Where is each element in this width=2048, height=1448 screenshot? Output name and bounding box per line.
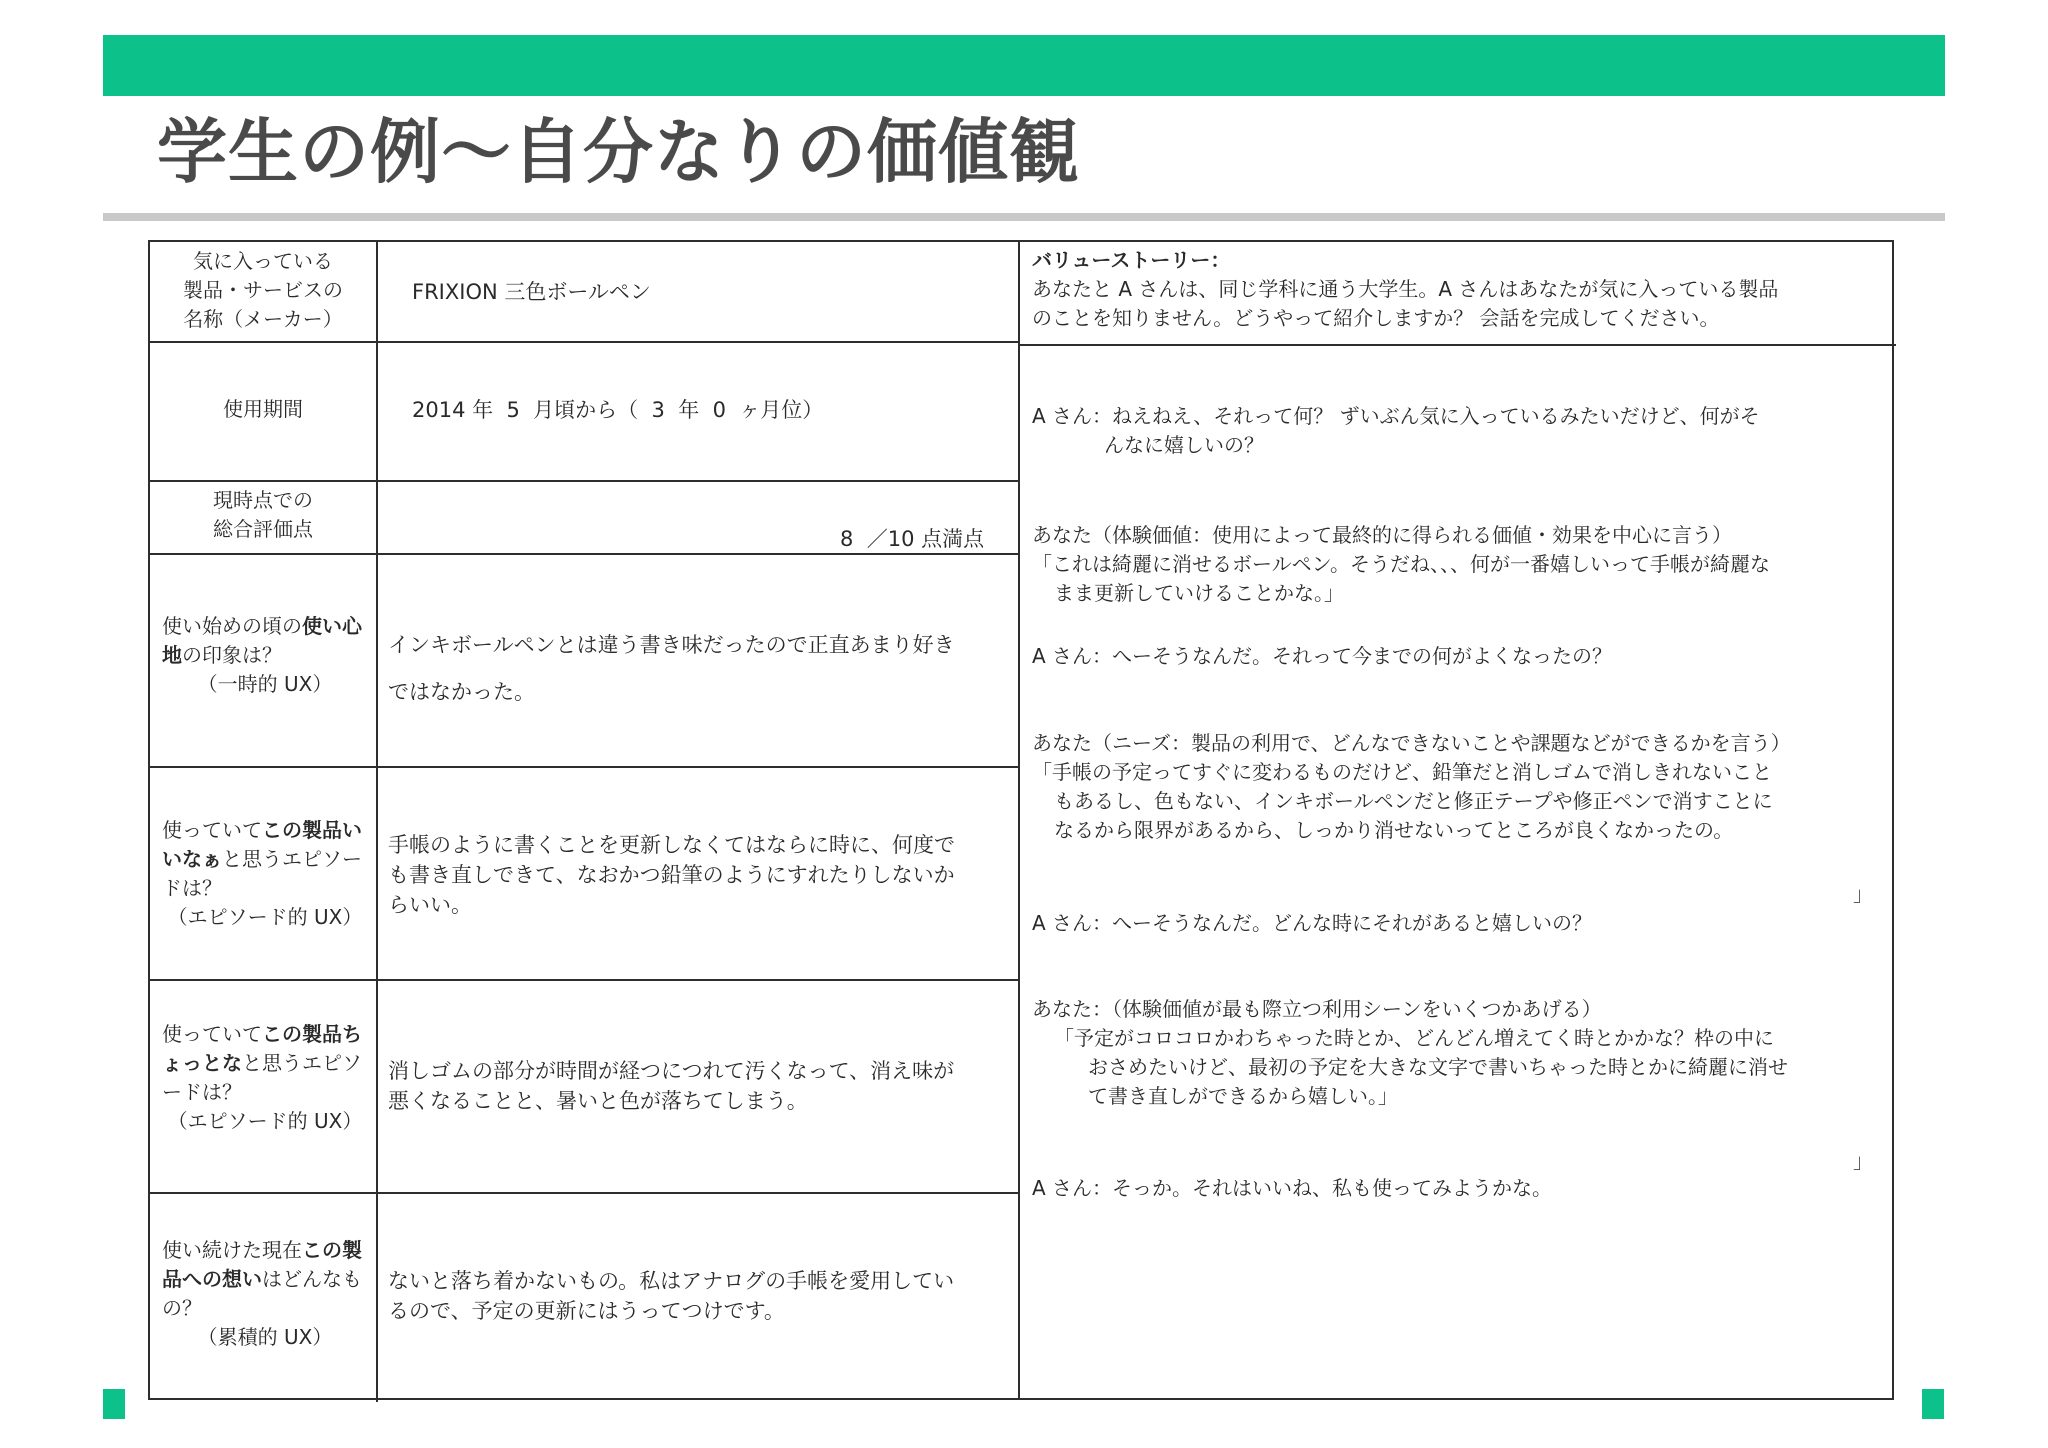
dialogue-a-question-3: A さん：へーそうなんだ。どんな時にそれがあると嬉しいの？ xyxy=(1032,911,1593,935)
current-feeling-value: ないと落ち着かないもの。私はアナログの手帳を愛用してい るので、予定の更新にはうってつけです。 xyxy=(388,1269,955,1323)
overall-score-value: 8 ／10 点満点 xyxy=(840,527,985,551)
product-name-label: 気に入っている 製品・サービスの 名称（メーカー） xyxy=(183,249,343,331)
dialogue-a-response-4: A さん：そっか。それはいいね、私も使ってみようかな。 xyxy=(1032,1176,1553,1200)
dialogue-you-answer-2: あなた（ニーズ：製品の利用で、どんなできないことや課題などができるかを言う） 「手帳の予定ってすぐに変わるものだけど、鉛筆だと消しゴムで消しきれないこと もあるし、色もない、インキボールペンだと修正テープや修正ペンで消すことに なるから限界があるから、しっかり消せないってところが良くなかったの。 xyxy=(1032,731,1791,842)
header-accent-bar xyxy=(103,35,1945,96)
footer-accent-right xyxy=(1922,1389,1944,1419)
value-story-header: バリューストーリー： あなたと A さんは、同じ学科に通う大学生。A さんはあなたが気に入っている製品 のことを知りません。どうやって紹介しますか？ 会話を完成してください。 xyxy=(1032,248,1779,330)
first-impression-value: インキボールペンとは違う書き味だったので正直あまり好き ではなかった。 xyxy=(388,633,955,704)
first-impression-label: 使い始めの頃の使い心地の印象は？ （一時的 UX） xyxy=(162,614,362,696)
row-divider xyxy=(150,979,1020,981)
footer-accent-left xyxy=(103,1389,125,1419)
row-divider xyxy=(150,341,1020,343)
negative-episode-value: 消しゴムの部分が時間が経つにつれて汚くなって、消え味が 悪くなることと、暑いと色が落ちてしまう。 xyxy=(388,1059,955,1113)
story-header-divider xyxy=(1018,344,1896,346)
dialogue-a-question-2: A さん：へーそうなんだ。それって今までの何がよくなったの？ xyxy=(1032,644,1613,668)
positive-episode-value: 手帳のように書くことを更新しなくてはならに時に、何度で も書き直しできて、なおかつ鉛筆のようにすれたりしないか らいい。 xyxy=(388,833,955,917)
title-divider xyxy=(103,213,1945,221)
row-divider xyxy=(150,766,1020,768)
closing-bracket: 」 xyxy=(1853,882,1873,906)
row-divider xyxy=(150,480,1020,482)
dialogue-a-question-1: A さん：ねえねえ、それって何？ ずいぶん気に入っているみたいだけど、何がそ んなに嬉しいの？ xyxy=(1032,404,1760,457)
label-column-divider xyxy=(376,242,378,1402)
overall-score-label: 現時点での 総合評価点 xyxy=(213,488,313,541)
worksheet xyxy=(148,240,1894,1400)
product-name-value: FRIXION 三色ボールペン xyxy=(412,280,651,304)
slide-title: 学生の例〜自分なりの価値観 xyxy=(157,111,1080,193)
current-feeling-label: 使い続けた現在この製品への想いはどんなもの？ （累積的 UX） xyxy=(162,1238,362,1349)
closing-bracket: 」 xyxy=(1853,1149,1873,1173)
column-divider xyxy=(1018,242,1020,1398)
negative-episode-label: 使っていてこの製品ちょっとなと思うエピソードは？ （エピソード的 UX） xyxy=(162,1022,363,1133)
dialogue-you-answer-3: あなた：（体験価値が最も際立つ利用シーンをいくつかあげる） 「予定がコロコロかわちゃった時とか、どんどん増えてく時とかかな？枠の中に おさめたいけど、最初の予定を大きな文字で書いちゃった時とかに綺麗に消せ て書き直しができるから嬉しい。」 xyxy=(1032,997,1788,1108)
positive-episode-label: 使っていてこの製品いいなぁと思うエピソードは？ （エピソード的 UX） xyxy=(162,818,363,929)
usage-period-label: 使用期間 xyxy=(223,397,303,421)
row-divider xyxy=(150,1192,1020,1194)
dialogue-you-answer-1: あなた（体験価値：使用によって最終的に得られる価値・効果を中心に言う） 「これは綺麗に消せるボールペン。そうだね、、、何が一番嬉しいって手帳が綺麗な まま更新していけることかな。」 xyxy=(1032,523,1770,605)
usage-period-value: 2014 年 5 月頃から（ 3 年 0 ヶ月位） xyxy=(412,398,824,422)
